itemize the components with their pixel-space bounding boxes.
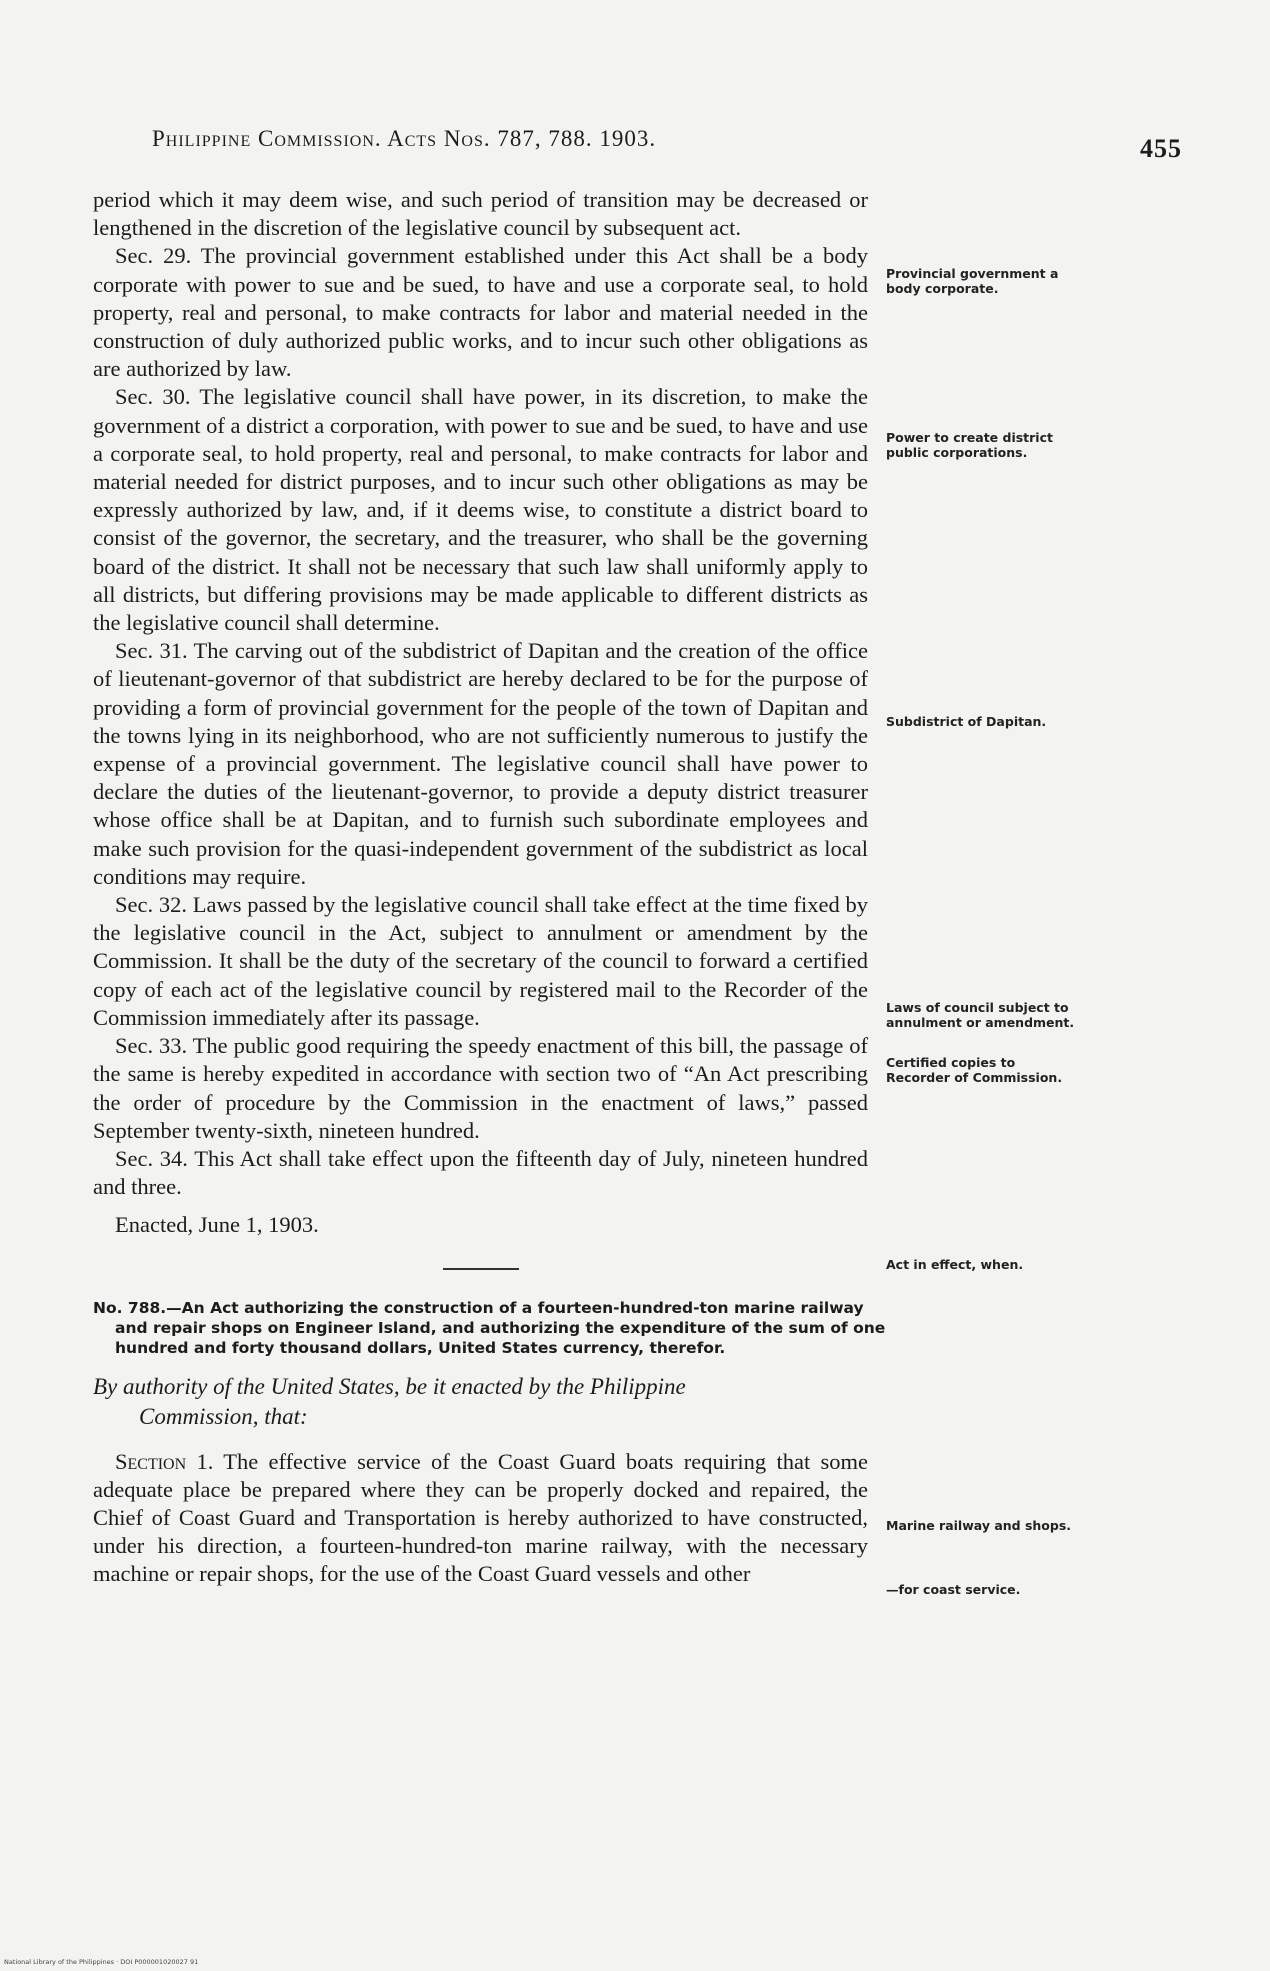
scan-footer: National Library of the Philippines · DOI P000001020027 91 <box>4 1958 199 1966</box>
section-1-text: The effective service of the Coast Guard boats requiring that some adequate place be prepared where they can be properly docked and repaired, the Chief of Coast Guard and Transportation is hereby authorized to have constructed, under his direction, a fourteen-hundred-ton marine railway, with the necessary machine or repair shops, for the use of the Coast Guard vessels and other <box>93 1448 868 1587</box>
margin-note-provincial-corporate: Provincial government a body corporate. <box>886 266 1059 296</box>
enacting-clause <box>93 1372 868 1432</box>
margin-note-coast-service: —for coast service. <box>886 1582 1021 1597</box>
section-33: Sec. 33. The public good requiring the speedy enactment of this bill, the passage of the same is hereby expedited in accordance with section two of “An Act prescribing the order of procedure by the Commission in the enactment of laws,” passed September twenty-sixth, nineteen hundred. <box>93 1033 868 1143</box>
margin-note-dapitan: Subdistrict of Dapitan. <box>886 714 1047 729</box>
section-29: Sec. 29. The provincial government established under this Act shall be a body corporate with power to sue and be sued, to have and use a corporate seal, to hold property, real and personal, to make contracts for labor and material needed in the construction of duly authorized public works, and to incur such other obligations as are authorized by law. <box>93 243 868 382</box>
section-1-lead: Section 1. <box>115 1448 214 1474</box>
section-30: Sec. 30. The legislative council shall have power, in its discretion, to make the government of a district a corporation, with power to sue and be sued, to have and use a corporate seal, to hold property, real and personal, to make contracts for labor and material needed for district purposes, and to incur such other obligations as may be expressly authorized by law, and, if it deems wise, to constitute a district board to consist of the governor, the secretary, and the treasurer, who shall be the governing board of the district. It shall not be necessary that such law shall uniformly apply to all districts, but differing provisions may be made applicable to different districts as the legislative council shall determine. <box>93 384 868 636</box>
act-788-title: No. 788.—An Act authorizing the construction of a fourteen-hundred-ton marine railway and repair shops on Engineer Island, and authorizing the expenditure of the sum of one hundred and forty thousand dollars, United States currency, therefor. <box>93 1298 886 1357</box>
body-text <box>93 186 886 1589</box>
margin-note-district-corporations: Power to create district public corporations. <box>886 430 1053 460</box>
margin-note-certified-copies: Certified copies to Recorder of Commission. <box>886 1055 1063 1085</box>
paragraph-continuation: period which it may deem wise, and such period of transition may be decreased or lengthened in the discretion of the legislative council by subsequent act. <box>93 187 868 241</box>
page-header <box>152 126 1182 162</box>
page-number: 455 <box>1140 134 1182 163</box>
margin-note-marine-railway: Marine railway and shops. <box>886 1518 1072 1533</box>
running-head: Philippine Commission. Acts Nos. 787, 788. 1903. <box>152 126 657 151</box>
enacting-clause-line-1: By authority of the United States, be it enacted by the Philippine <box>93 1373 686 1399</box>
enacted-date: Enacted, June 1, 1903. <box>115 1212 319 1238</box>
margin-note-laws-annulment: Laws of council subject to annulment or amendment. <box>886 1000 1075 1030</box>
enacting-clause-line-2: Commission, that: <box>139 1403 308 1429</box>
section-32: Sec. 32. Laws passed by the legislative council shall take effect at the time fixed by the legislative council in the Act, subject to annulment or amendment by the Commission. It shall be the duty of the secretary of the council to forward a certified copy of each act of the legislative council by registered mail to the Recorder of the Commission immediately after its passage. <box>93 892 868 1030</box>
section-31: Sec. 31. The carving out of the subdistrict of Dapitan and the creation of the office of lieutenant-governor of that subdistrict are hereby declared to be for the purpose of providing a form of provincial government for the people of the town of Dapitan and the towns lying in its neighborhood, who are not sufficiently numerous to justify the expense of a provincial government. The legislative council shall have power to declare the duties of the lieutenant-governor, to provide a deputy district treasurer whose office shall be at Dapitan, and to furnish such subordinate employees and make such provision for the quasi-independent government of the subdistrict as local conditions may require. <box>93 638 868 889</box>
margin-note-act-in-effect: Act in effect, when. <box>886 1257 1024 1272</box>
section-divider <box>443 1268 519 1270</box>
section-1 <box>93 1448 868 1589</box>
section-34: Sec. 34. This Act shall take effect upon the fifteenth day of July, nineteen hundred and three. <box>93 1145 868 1200</box>
